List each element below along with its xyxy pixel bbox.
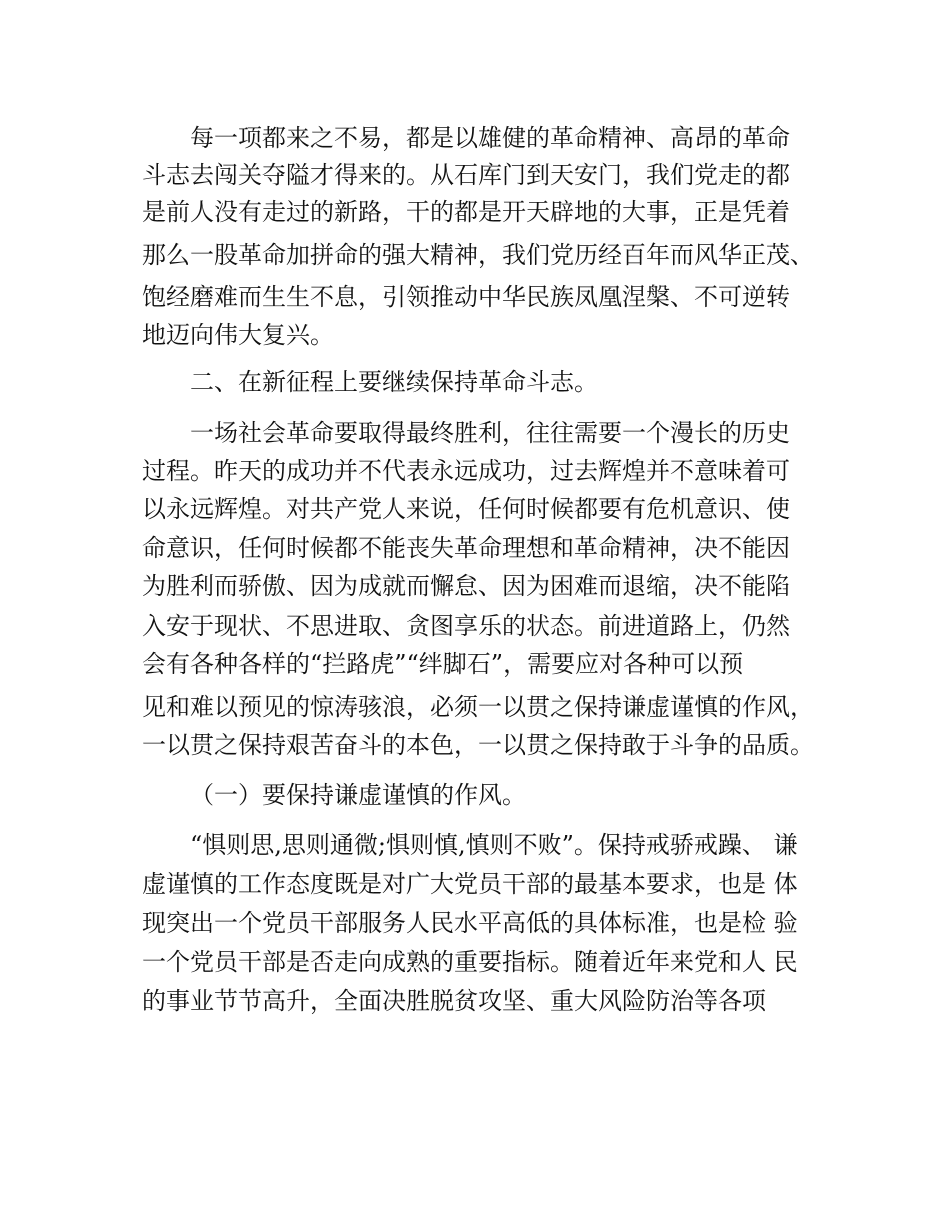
paragraph-line: 命意识，任何时候都不能丧失革命理想和革命精神，决不能因 [142, 534, 790, 562]
paragraph-line: 的事业节节高升，全面决胜脱贫攻坚、重大风险防治等各项 [142, 987, 766, 1015]
paragraph-line: 过程。昨天的成功并不代表永远成功，过去辉煌并不意味着可 [142, 457, 790, 485]
paragraph-line: 是前人没有走过的新路，干的都是开天辟地的大事，正是凭着 [142, 198, 790, 226]
paragraph-line: 每一项都来之不易，都是以雄健的革命精神、高昂的革命 [190, 124, 790, 152]
paragraph-line: 虚谨慎的工作态度既是对广大党员干部的最基本要求，也是 体 [142, 870, 798, 898]
section-heading: 二、在新征程上要继续保持革命斗志。 [190, 368, 598, 396]
paragraph-line: 入安于现状、不思进取、贪图享乐的状态。前进道路上，仍然 [142, 612, 790, 640]
paragraph-line: 会有各种各样的“拦路虎”“绊脚石”，需要应对各种可以预 [142, 650, 744, 678]
subsection-heading: （一）要保持谦虚谨慎的作风。 [190, 781, 526, 809]
paragraph-line: 以永远辉煌。对共产党人来说，任何时候都要有危机意识、使 [142, 495, 790, 523]
paragraph-line: 一个党员干部是否走向成熟的重要指标。随着近年来党和人 民 [142, 948, 798, 976]
paragraph-line: 一以贯之保持艰苦奋斗的本色，一以贯之保持敢于斗争的品质。 [142, 731, 814, 759]
paragraph-line: 见和难以预见的惊涛骇浪，必须一以贯之保持谦虚谨慎的作风， [142, 693, 814, 721]
paragraph-line: 地迈向伟大复兴。 [142, 321, 334, 349]
paragraph-line: 那么一股革命加拼命的强大精神，我们党历经百年而风华正茂、 [142, 241, 814, 269]
paragraph-line: 饱经磨难而生生不息，引领推动中华民族凤凰涅槃、不可逆转 [142, 283, 790, 311]
paragraph-line: 斗志去闯关夺隘才得来的。从石库门到天安门，我们党走的都 [142, 161, 790, 189]
paragraph-line: “惧则思,思则通微;惧则慎,慎则不败”。保持戒骄戒躁、 谦 [190, 831, 798, 859]
paragraph-line: 一场社会革命要取得最终胜利，往往需要一个漫长的历史 [190, 419, 790, 447]
paragraph-line: 现突出一个党员干部服务人民水平高低的具体标准，也是检 验 [142, 909, 798, 937]
paragraph-line: 为胜利而骄傲、因为成就而懈怠、因为困难而退缩，决不能陷 [142, 572, 790, 600]
